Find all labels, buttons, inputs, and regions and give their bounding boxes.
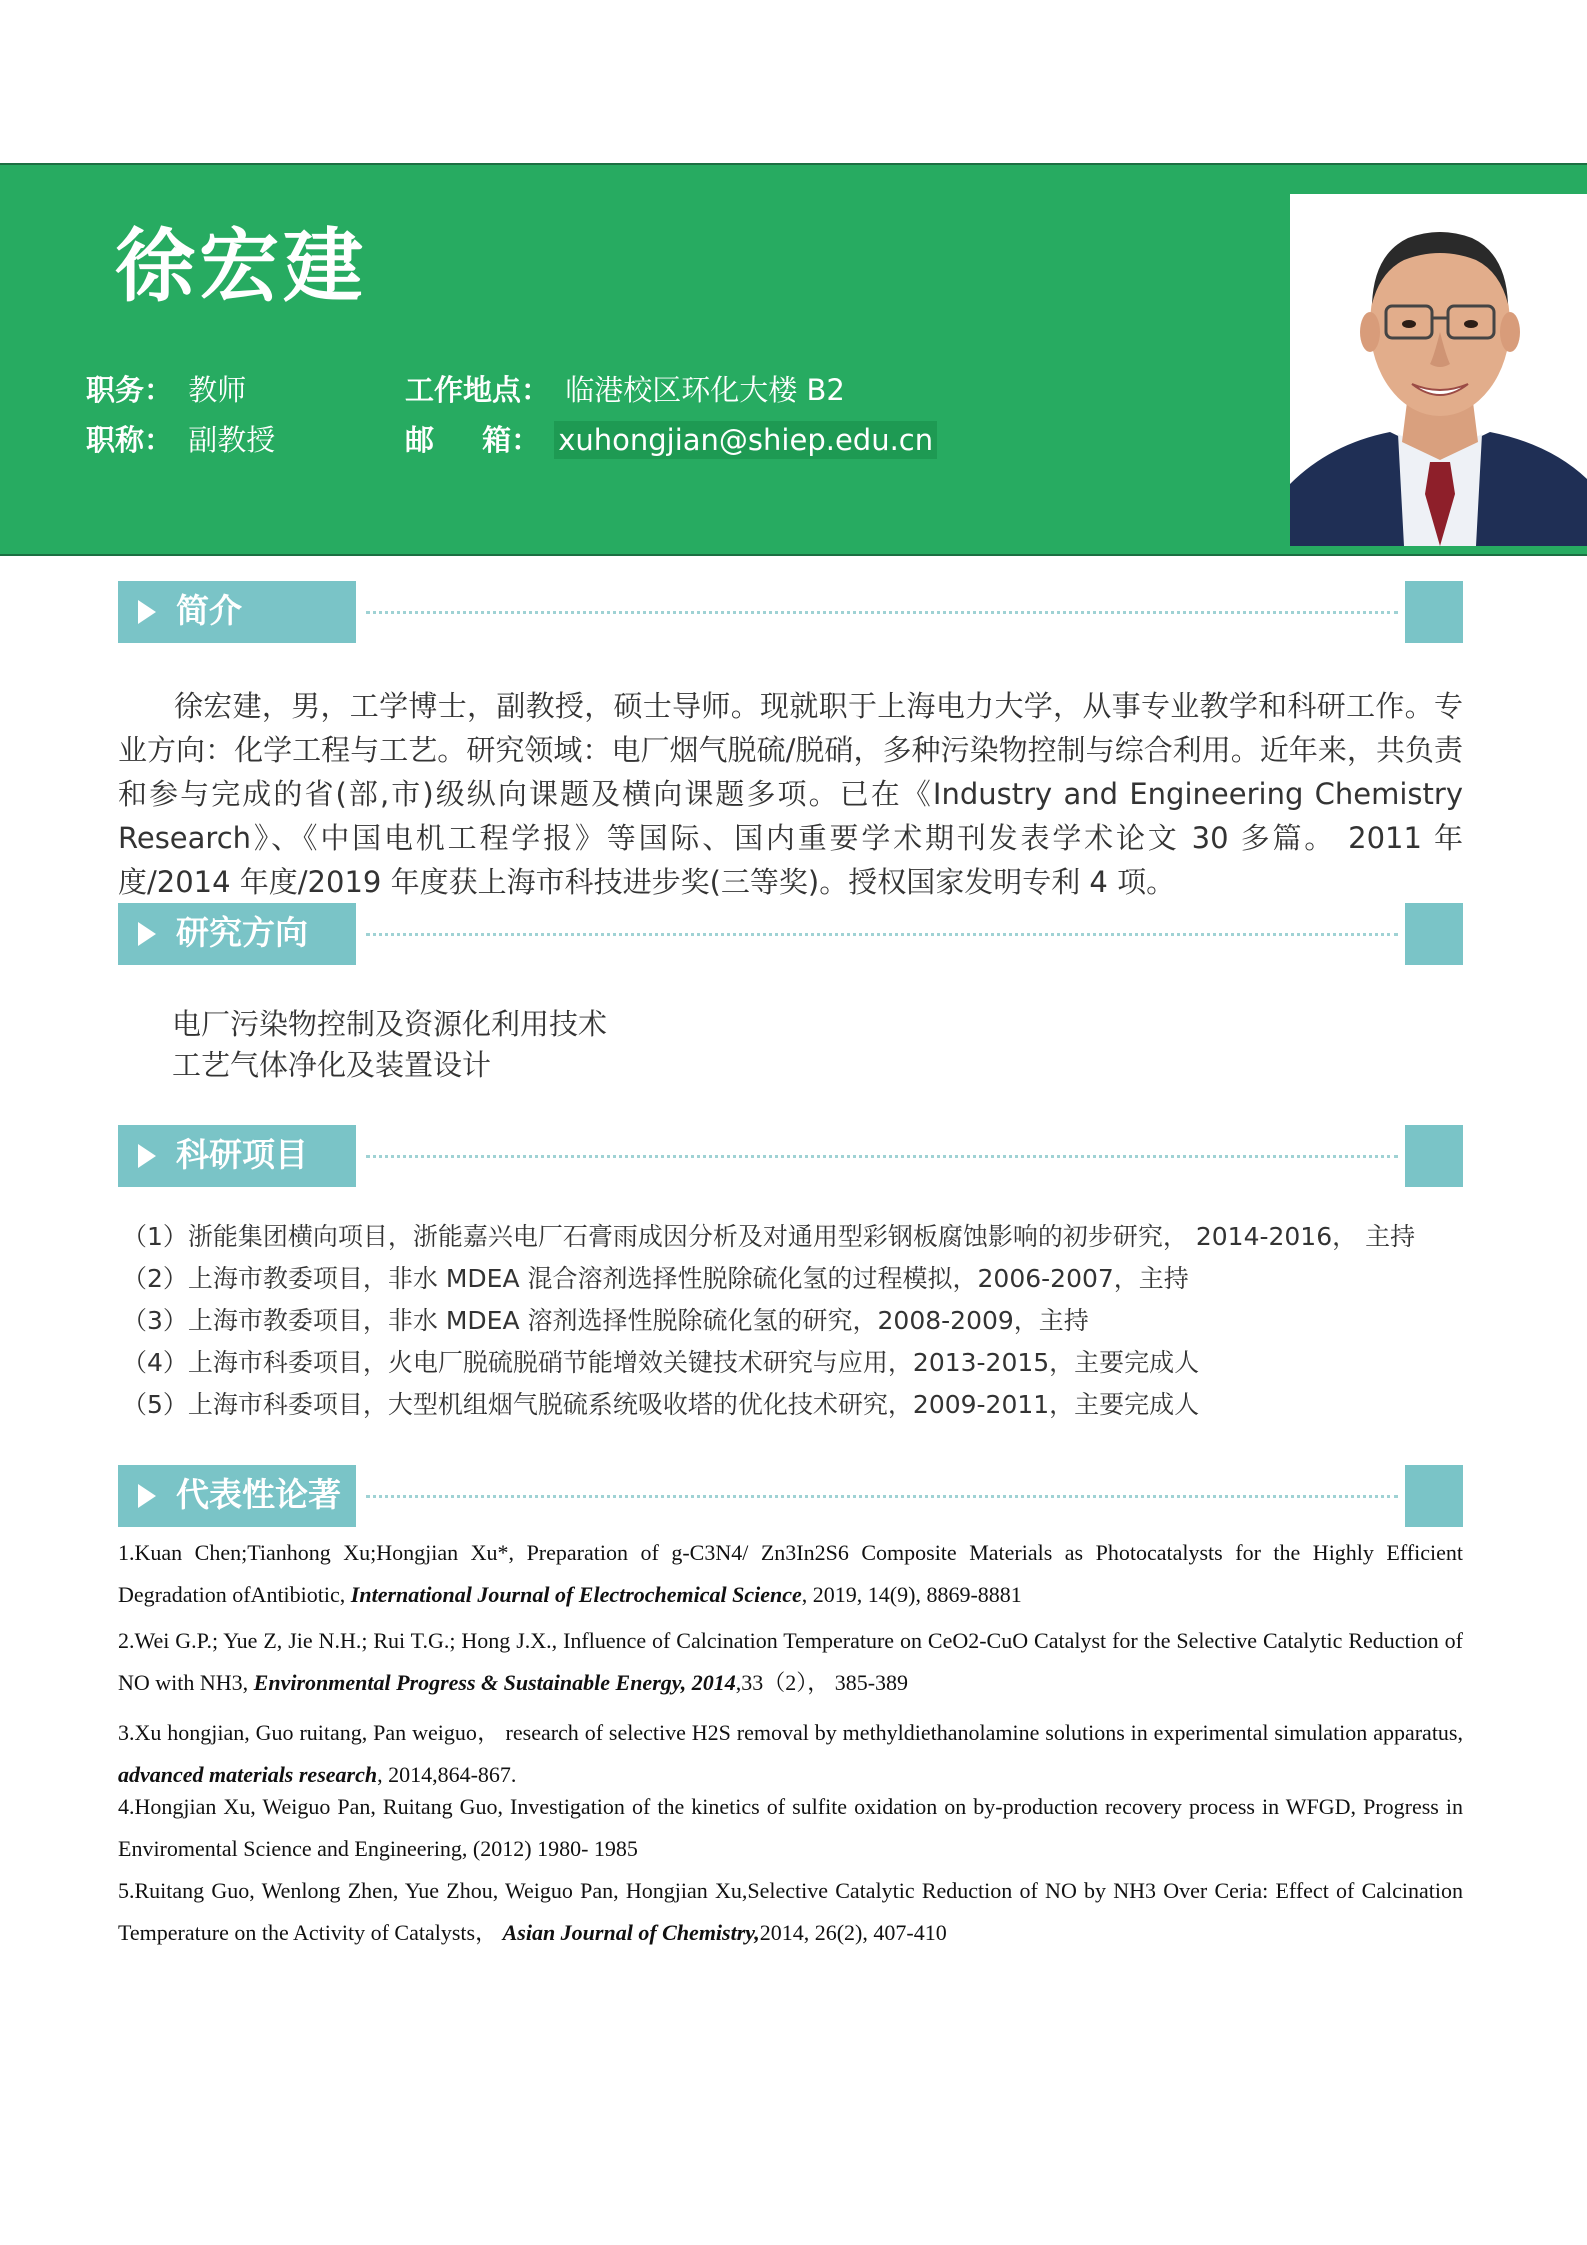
project-item: （4）上海市科委项目，火电厂脱硫脱硝节能增效关键技术研究与应用，2013-2015，主要完成人 [122,1348,1200,1377]
email-label: 邮 箱： [405,423,541,457]
project-item: （5）上海市科委项目，大型机组烟气脱硫系统吸收塔的优化技术研究，2009-2011，主要完成人 [122,1390,1200,1419]
section-tab [118,1465,356,1527]
section-title: 代表性论著 [176,1475,341,1514]
dotted-divider [366,1155,1398,1158]
section-tab [118,903,356,965]
location-label: 工作地点： [405,373,551,407]
publication-text: 2.Wei G.P.; Yue Z, Jie N.H.; Rui T.G.; Hong J.X., Influence of Calcination Temperature on CeO2-CuO Catalyst for the Selective Catalytic Reduction of NO with NH3, [118,1628,1463,1695]
title-row [86,423,276,457]
publication-details: , 2014,864-867. [377,1762,517,1787]
research-direction-item: 工艺气体净化及装置设计 [172,1048,492,1082]
publication-details: 2014, 26(2), 407-410 [759,1920,947,1945]
section-title: 简介 [176,591,242,630]
position-label: 职务： [86,373,174,407]
section-title: 研究方向 [176,913,308,952]
publication-text: 1.Kuan Chen;Tianhong Xu;Hongjian Xu*, Preparation of g-C3N4/ Zn3In2S6 Composite Materials as Photocatalysts for the Highly Efficient Degradation ofAntibiotic, [118,1540,1463,1607]
publication-text: 4.Hongjian Xu, Weiguo Pan, Ruitang Guo, Investigation of the kinetics of sulfite oxidation on by-production recovery process in WFGD, Progress in Enviromental Science and Engineering, (2012) 1980- 1985 [118,1794,1463,1861]
publication-journal: advanced materials research [118,1762,378,1787]
email-link[interactable]: xuhongjian@shiep.edu.cn [554,421,937,459]
portrait-image [1290,194,1587,546]
location-value: 临港校区环化大楼 B2 [565,373,845,407]
project-item: （1）浙能集团横向项目，浙能嘉兴电厂石膏雨成因分析及对通用型彩钢板腐蚀影响的初步研究， 2014-2016， 主持 [122,1222,1416,1251]
section-end-block [1405,903,1463,965]
publication-text: 3.Xu hongjian, Guo ruitang, Pan weiguo， research of selective H2S removal by methyldiethanolamine solutions in experimental simulation apparatus, [118,1720,1463,1745]
publication-details: ,33（2）， 385-389 [735,1670,909,1695]
section-end-block [1405,581,1463,643]
publication-details: , 2019, 14(9), 8869-8881 [801,1582,1022,1607]
section-end-block [1405,1125,1463,1187]
publication-item [118,1786,1463,1870]
profile-name: 徐宏建 [115,220,367,313]
publication-journal: International Journal of Electrochemical Science [350,1582,802,1607]
section-tab [118,1125,356,1187]
section-header-publications [118,1465,1463,1527]
project-item: （3）上海市教委项目，非水 MDEA 溶剂选择性脱除硫化氢的研究，2008-2009，主持 [122,1306,1089,1335]
publication-item [118,1870,1463,1954]
research-direction-item: 电厂污染物控制及资源化利用技术 [172,1007,608,1041]
section-title: 科研项目 [176,1135,308,1174]
dotted-divider [366,611,1398,614]
play-triangle-icon [138,922,156,946]
intro-paragraph: 徐宏建，男，工学博士，副教授，硕士导师。现就职于上海电力大学，从事专业教学和科研工作。专业方向：化学工程与工艺。研究领域：电厂烟气脱硫/脱硝，多种污染物控制与综合利用。近年来，共负责和参与完成的省(部,市)级纵向课题及横向课题多项。已在《Industry and Engineering Chemistry Research》、《中国电机工程学报》等国际、国内重要学术期刊发表学术论文 30 多篇。 2011 年度/2014 年度/2019 年度获上海市科技进步奖(三等奖)。授权国家发明专利 4 项。 [118,689,1463,899]
email-row [405,423,937,457]
location-row [405,373,845,407]
publication-item [118,1620,1463,1704]
title-label: 职称： [86,423,174,457]
publication-item [118,1532,1463,1616]
profile-header [0,163,1587,556]
publication-item [118,1712,1463,1796]
dotted-divider [366,1495,1398,1498]
section-tab [118,581,356,643]
section-header-projects [118,1125,1463,1187]
publication-journal: Asian Journal of Chemistry, [502,1920,760,1945]
dotted-divider [366,933,1398,936]
position-value: 教师 [188,373,247,407]
position-row [86,373,247,407]
play-triangle-icon [138,1144,156,1168]
play-triangle-icon [138,1484,156,1508]
project-item: （2）上海市教委项目，非水 MDEA 混合溶剂选择性脱除硫化氢的过程模拟，2006-2007，主持 [122,1264,1189,1293]
section-header-research [118,903,1463,965]
profile-photo [1290,194,1587,546]
publication-text: 5.Ruitang Guo, Wenlong Zhen, Yue Zhou, Weiguo Pan, Hongjian Xu,Selective Catalytic Reduction of NO by NH3 Over Ceria: Effect of Calcination Temperature on the Activity of Catalysts， [118,1878,1463,1945]
title-value: 副教授 [188,423,276,457]
section-end-block [1405,1465,1463,1527]
section-header-intro [118,581,1463,643]
play-triangle-icon [138,600,156,624]
publication-journal: Environmental Progress & Sustainable Energy, 2014 [253,1670,736,1695]
